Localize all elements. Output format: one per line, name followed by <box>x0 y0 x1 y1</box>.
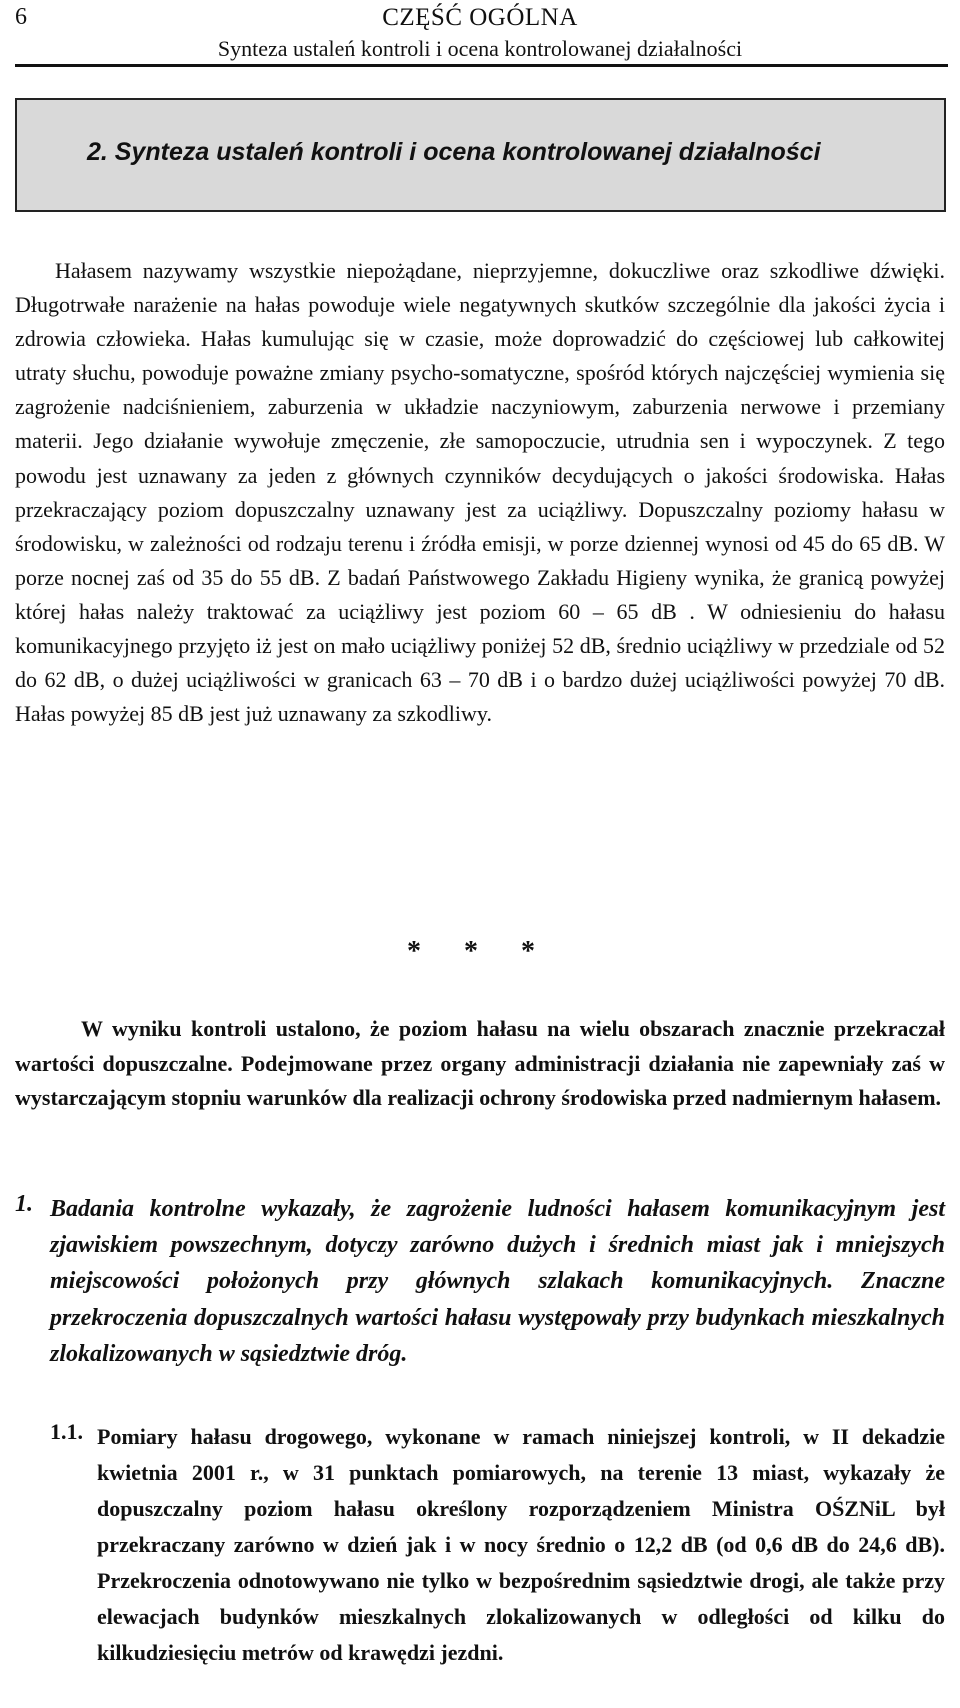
running-header-title: CZĘŚĆ OGÓLNA <box>382 4 578 31</box>
section-heading-box <box>15 98 946 212</box>
intro-paragraph: Hałasem nazywamy wszystkie niepożądane, nieprzyjemne, dokuczliwe oraz szkodliwe dźwięki. Długotrwałe narażenie na hałas powoduje wiele negatywnych skutków szczególnie dla jakości życia i zdrowia człowieka. Hałas kumulując się w czasie, może doprowadzić do częściowej lub całkowitej utraty słuchu, powoduje poważne zmiany psycho-somatyczne, spośród których najczęściej wymienia się zagrożenie nadciśnieniem, zaburzenia w układzie naczyniowym, zaburzenia nerwowe i przemiany materii. Jego działanie wywołuje zmęczenie, złe samopoczucie, utrudnia sen i wypoczynek. Z tego powodu jest uznawany za jeden z głównych czynników decydujących o jakości środowiska. Hałas przekraczający poziom dopuszczalny uznawany jest za uciążliwy. Dopuszczalny poziomy hałasu w środowisku, w zależności od rodzaju terenu i źródła emisji, w porze dziennej wynosi od 45 do 65 dB. W porze nocnej zaś od 35 do 55 dB. Z badań Państwowego Zakładu Higieny wynika, że granicą powyżej której hałas należy traktować za uciążliwy jest poziom 60 – 65 dB . W odniesieniu do hałasu komunikacyjnego przyjęto iż jest on mało uciążliwy poniżej 52 dB, średnio uciążliwy w przedziale od 52 do 62 dB, o dużej uciążliwości w granicach 63 – 70 dB i o bardzo dużej uciążliwości powyżej 70 dB. Hałas powyżej 85 dB jest już uznawany za szkodliwy. <box>15 258 945 727</box>
running-header-subtitle: Synteza ustaleń kontroli i ocena kontrolowanej działalności <box>217 36 743 61</box>
finding-number: 1. <box>15 1191 33 1217</box>
subfinding-text: Pomiary hałasu drogowego, wykonane w ramach niniejszej kontroli, w II dekadzie kwietnia 2001 r., w 31 punktach pomiarowych, na terenie 13 miast, wykazały że dopuszczalny poziom hałasu określony rozporządzeniem Ministra OŚZNiL był przekraczany zarówno w dzień jak i w nocy średnio o 12,2 dB (od 0,6 dB do 24,6 dB). Przekroczenia odnotowywano nie tylko w bezpośrednim sąsiedztwie drogi, ale także przy elewacjach budynków mieszkalnych zlokalizowanych w odległości od kilku do kilkudziesięciu metrów od krawędzi jezdni. <box>97 1424 945 1665</box>
header-rule <box>15 64 948 67</box>
page-number: 6 <box>15 4 27 30</box>
section-separator: * * * <box>407 936 553 967</box>
finding-text: Badania kontrolne wykazały, że zagrożenie ludności hałasem komunikacyjnym jest zjawiskiem powszechnym, dotyczy zarówno dużych i średnich miast jak i mniejszych miejscowości położonych przy głównych szlakach komunikacyjnych. Znaczne przekroczenia dopuszczalnych wartości hałasu występowały przy budynkach mieszkalnych zlokalizowanych w sąsiedztwie dróg. <box>50 1196 945 1367</box>
subfinding-number: 1.1. <box>50 1419 83 1444</box>
section-heading: 2. Synteza ustaleń kontroli i ocena kontrolowanej działalności <box>87 138 821 166</box>
summary-paragraph: W wyniku kontroli ustalono, że poziom hałasu na wielu obszarach znacznie przekraczał wartości dopuszczalne. Podejmowane przez organy administracji działania nie zapewniały zaś w wystarczającym stopniu warunków dla realizacji ochrony środowiska przed nadmiernym hałasem. <box>15 1016 945 1110</box>
